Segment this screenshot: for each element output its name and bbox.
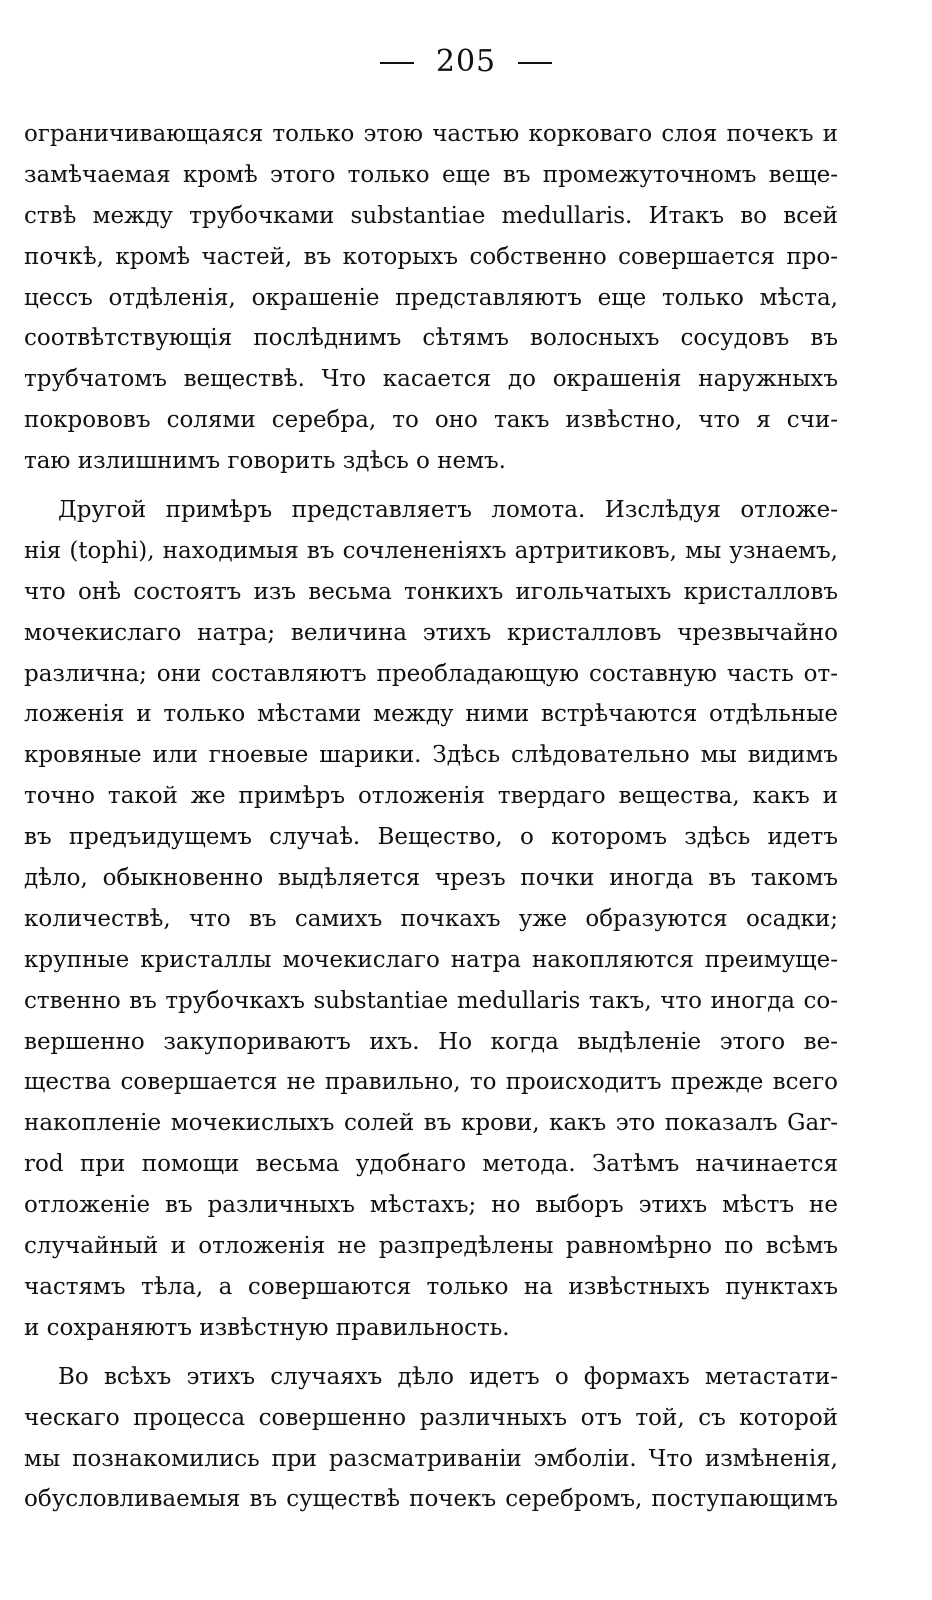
text-line: мы познакомились при разсматриваніи эмболіи. Что измѣненія, [24, 1445, 838, 1472]
paragraph [24, 114, 838, 482]
text-line: нія (tophi), находимыя въ сочлененіяхъ артритиковъ, мы узнаемъ, [24, 537, 838, 564]
text-line: ческаго процесса совершенно различныхъ отъ той, съ которой [24, 1404, 838, 1431]
text-line: цессъ отдѣленія, окрашеніе представляютъ еще только мѣста, [24, 284, 838, 311]
header-dash-left [380, 62, 414, 64]
text-line: количествѣ, что въ самихъ почкахъ уже образуются осадки; [24, 905, 838, 932]
text-line: Другой примѣръ представляетъ ломота. Изслѣдуя отложе- [58, 497, 838, 524]
text-line: накопленіе мочекислыхъ солей въ крови, какъ это показалъ Gar- [24, 1110, 838, 1137]
text-line: почкѣ, кромѣ частей, въ которыхъ собственно совершается про- [24, 243, 838, 270]
body-text [24, 114, 838, 1520]
paragraph-gap [24, 1349, 838, 1357]
text-line: и сохраняютъ извѣстную правильность. [24, 1314, 510, 1341]
text-line: вершенно закупориваютъ ихъ. Но когда выдѣленіе этого ве- [24, 1028, 838, 1055]
paragraph [24, 1357, 838, 1521]
text-line: ограничивающаяся только этою частью корковаго слоя почекъ и [24, 121, 838, 147]
text-line: щества совершается не правильно, то происходитъ прежде всего [24, 1069, 838, 1096]
text-line: въ предъидущемъ случаѣ. Вещество, о которомъ здѣсь идетъ [24, 824, 838, 851]
text-line: кровяные или гноевые шарики. Здѣсь слѣдовательно мы видимъ [24, 742, 838, 769]
text-line: Во всѣхъ этихъ случаяхъ дѣло идетъ о формахъ метастати- [58, 1363, 838, 1390]
text-line: отложеніе въ различныхъ мѣстахъ; но выборъ этихъ мѣстъ не [24, 1192, 838, 1219]
text-line: соотвѣтствующія послѣднимъ сѣтямъ волосныхъ сосудовъ въ [24, 325, 838, 352]
page-number: 205 [435, 44, 497, 79]
text-line: трубчатомъ веществѣ. Что касается до окрашенія наружныхъ [24, 366, 838, 393]
text-line: что онѣ состоятъ изъ весьма тонкихъ игольчатыхъ кристалловъ [24, 578, 838, 605]
text-line: ствѣ между трубочками substantiae medullaris. Итакъ во всей [24, 202, 838, 229]
paragraph [24, 490, 838, 1349]
text-line: точно такой же примѣръ отложенія твердаго вещества, какъ и [24, 783, 838, 810]
page-header [0, 44, 932, 80]
text-line: замѣчаемая кромѣ этого только еще въ промежуточномъ веще- [24, 161, 838, 188]
paragraph-gap [24, 482, 838, 490]
text-line: ственно въ трубочкахъ substantiae medullaris такъ, что иногда со- [24, 987, 838, 1014]
text-line: таю излишнимъ говорить здѣсь о немъ. [24, 448, 506, 475]
header-dash-right [518, 62, 552, 64]
text-line: rod при помощи весьма удобнаго метода. Затѣмъ начинается [24, 1151, 838, 1178]
text-line: крупные кристаллы мочекислаго натра накопляются преимуще- [24, 946, 838, 973]
text-line: ложенія и только мѣстами между ними встрѣчаются отдѣльные [24, 701, 838, 728]
text-line: различна; они составляютъ преобладающую составную часть от- [24, 660, 838, 687]
text-line: обусловливаемыя въ существѣ почекъ серебромъ, поступающимъ [24, 1486, 838, 1513]
text-line: дѣло, обыкновенно выдѣляется чрезъ почки иногда въ такомъ [24, 865, 838, 892]
text-line: покрововъ солями серебра, то оно такъ извѣстно, что я счи- [24, 407, 838, 434]
text-line: частямъ тѣла, а совершаются только на извѣстныхъ пунктахъ [24, 1273, 838, 1300]
text-line: мочекислаго натра; величина этихъ кристалловъ чрезвычайно [24, 619, 838, 646]
text-line: случайный и отложенія не разпредѣлены равномѣрно по всѣмъ [24, 1233, 838, 1260]
